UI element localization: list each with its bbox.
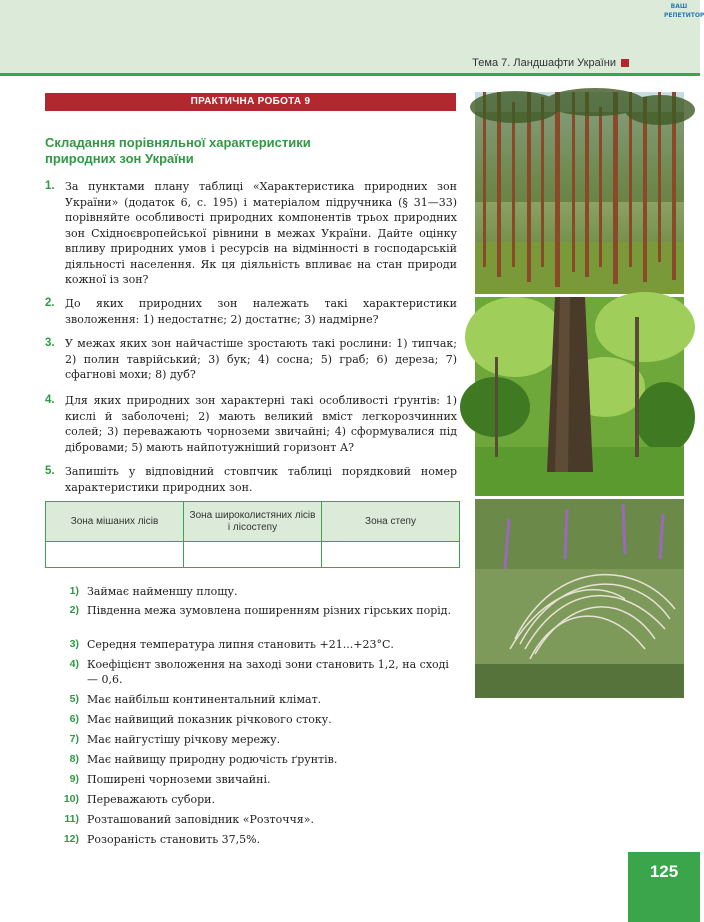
zones-table xyxy=(45,501,460,568)
list-item xyxy=(45,657,457,687)
task-text: До яких природних зон належать такі характеристики зволоження: 1) недостатнє; 2) достатнє; 3) надмірне? xyxy=(65,297,457,326)
header-divider xyxy=(0,73,700,76)
table-cell[interactable] xyxy=(322,542,460,568)
topic-marker-icon xyxy=(621,59,629,67)
item-number: 1) xyxy=(69,585,79,597)
practical-work-label: ПРАКТИЧНА РОБОТА 9 xyxy=(45,93,456,111)
table-header-mixed-forest: Зона мішаних лісів xyxy=(46,502,184,542)
item-text: Переважають субори. xyxy=(87,793,215,806)
task-text: У межах яких зон найчастіше зростають такі рослини: 1) типчак; 2) полин таврійський; 3) бук; 4) сосна; 5) граб; 6) дереза; 7) сфагнові мохи; 8) дуб? xyxy=(65,337,457,381)
task-4 xyxy=(45,393,457,455)
list-item xyxy=(45,732,457,747)
task-number: 3. xyxy=(45,337,55,349)
item-number: 9) xyxy=(69,773,79,785)
task-number: 2. xyxy=(45,297,55,309)
table-cell[interactable] xyxy=(46,542,184,568)
list-item xyxy=(45,812,457,827)
list-item xyxy=(45,584,457,599)
item-text: Має найбільш континентальний клімат. xyxy=(87,693,322,706)
item-text: Розташований заповідник «Розточчя». xyxy=(87,813,314,826)
pine-forest-photo xyxy=(475,92,684,294)
item-number: 4) xyxy=(69,658,79,670)
table-header-steppe: Зона степу xyxy=(322,502,460,542)
task-5 xyxy=(45,464,457,495)
item-text: Коефіцієнт зволоження на заході зони становить 1,2, на сході — 0,6. xyxy=(87,658,449,686)
item-text: Середня температура липня становить +21...+23°С. xyxy=(87,638,394,651)
item-number: 5) xyxy=(69,693,79,705)
publisher-logo: ВАШ РЕПЕТИТОР xyxy=(664,3,704,19)
list-item xyxy=(45,712,457,727)
list-item xyxy=(45,792,457,807)
steppe-grass-photo xyxy=(475,499,684,698)
item-number: 8) xyxy=(69,753,79,765)
task-text: Для яких природних зон характерні такі особливості ґрунтів: 1) кислі й заболочені; 2) мають великий вміст легкорозчинних солей; 3) переважають чорноземи звичайні; 4) сформувалися під дібровами; 5) мають найпотужніший горизонт А? xyxy=(65,394,457,454)
item-number: 11) xyxy=(64,813,79,825)
list-item xyxy=(45,692,457,707)
task-1 xyxy=(45,179,457,288)
item-text: Має найгустішу річкову мережу. xyxy=(87,733,281,746)
list-item xyxy=(45,637,457,652)
section-title: Складання порівняльної характеристики природних зон України xyxy=(45,135,311,166)
task-text: За пунктами плану таблиці «Характеристика природних зон України» (додаток 6, с. 195) і матеріалом підручника (§ 31—33) порівняйте особливості природних компонентів трьох природних зон Східноєвропейської рівнини в межах України. Дайте оцінку впливу природних умов і ресурсів на відмінності в господарській діяльності населення. Як ця діяльність впливає на стан природи кожної із зон? xyxy=(65,180,457,286)
item-text: Південна межа зумовлена поширенням різних гірських порід. xyxy=(87,604,452,617)
table-header-broadleaf-forest-steppe: Зона широколистяних лісів і лісостепу xyxy=(184,502,322,542)
item-number: 6) xyxy=(69,713,79,725)
item-text: Займає найменшу площу. xyxy=(87,585,238,598)
task-number: 5. xyxy=(45,465,55,477)
item-text: Має найвищу природну родючість ґрунтів. xyxy=(87,753,338,766)
task-text: Запишіть у відповідний стовпчик таблиці порядковий номер характеристики природних зон. xyxy=(65,465,457,494)
task-2 xyxy=(45,296,457,327)
item-text: Поширені чорноземи звичайні. xyxy=(87,773,271,786)
item-text: Має найвищий показник річкового стоку. xyxy=(87,713,332,726)
list-item xyxy=(45,603,457,618)
oak-forest-photo xyxy=(475,297,684,496)
list-item xyxy=(45,772,457,787)
item-number: 7) xyxy=(69,733,79,745)
item-number: 2) xyxy=(69,604,79,616)
item-number: 3) xyxy=(69,638,79,650)
task-3 xyxy=(45,336,457,383)
item-number: 12) xyxy=(63,833,79,845)
task-number: 4. xyxy=(45,394,55,406)
list-item xyxy=(45,752,457,767)
task-number: 1. xyxy=(45,180,55,192)
topic-title: Тема 7. Ландшафти України xyxy=(472,57,616,69)
page-number: 125 xyxy=(628,852,700,922)
list-item xyxy=(45,832,457,847)
table-cell[interactable] xyxy=(184,542,322,568)
item-number: 10) xyxy=(63,793,79,805)
item-text: Розораність становить 37,5%. xyxy=(87,833,261,846)
